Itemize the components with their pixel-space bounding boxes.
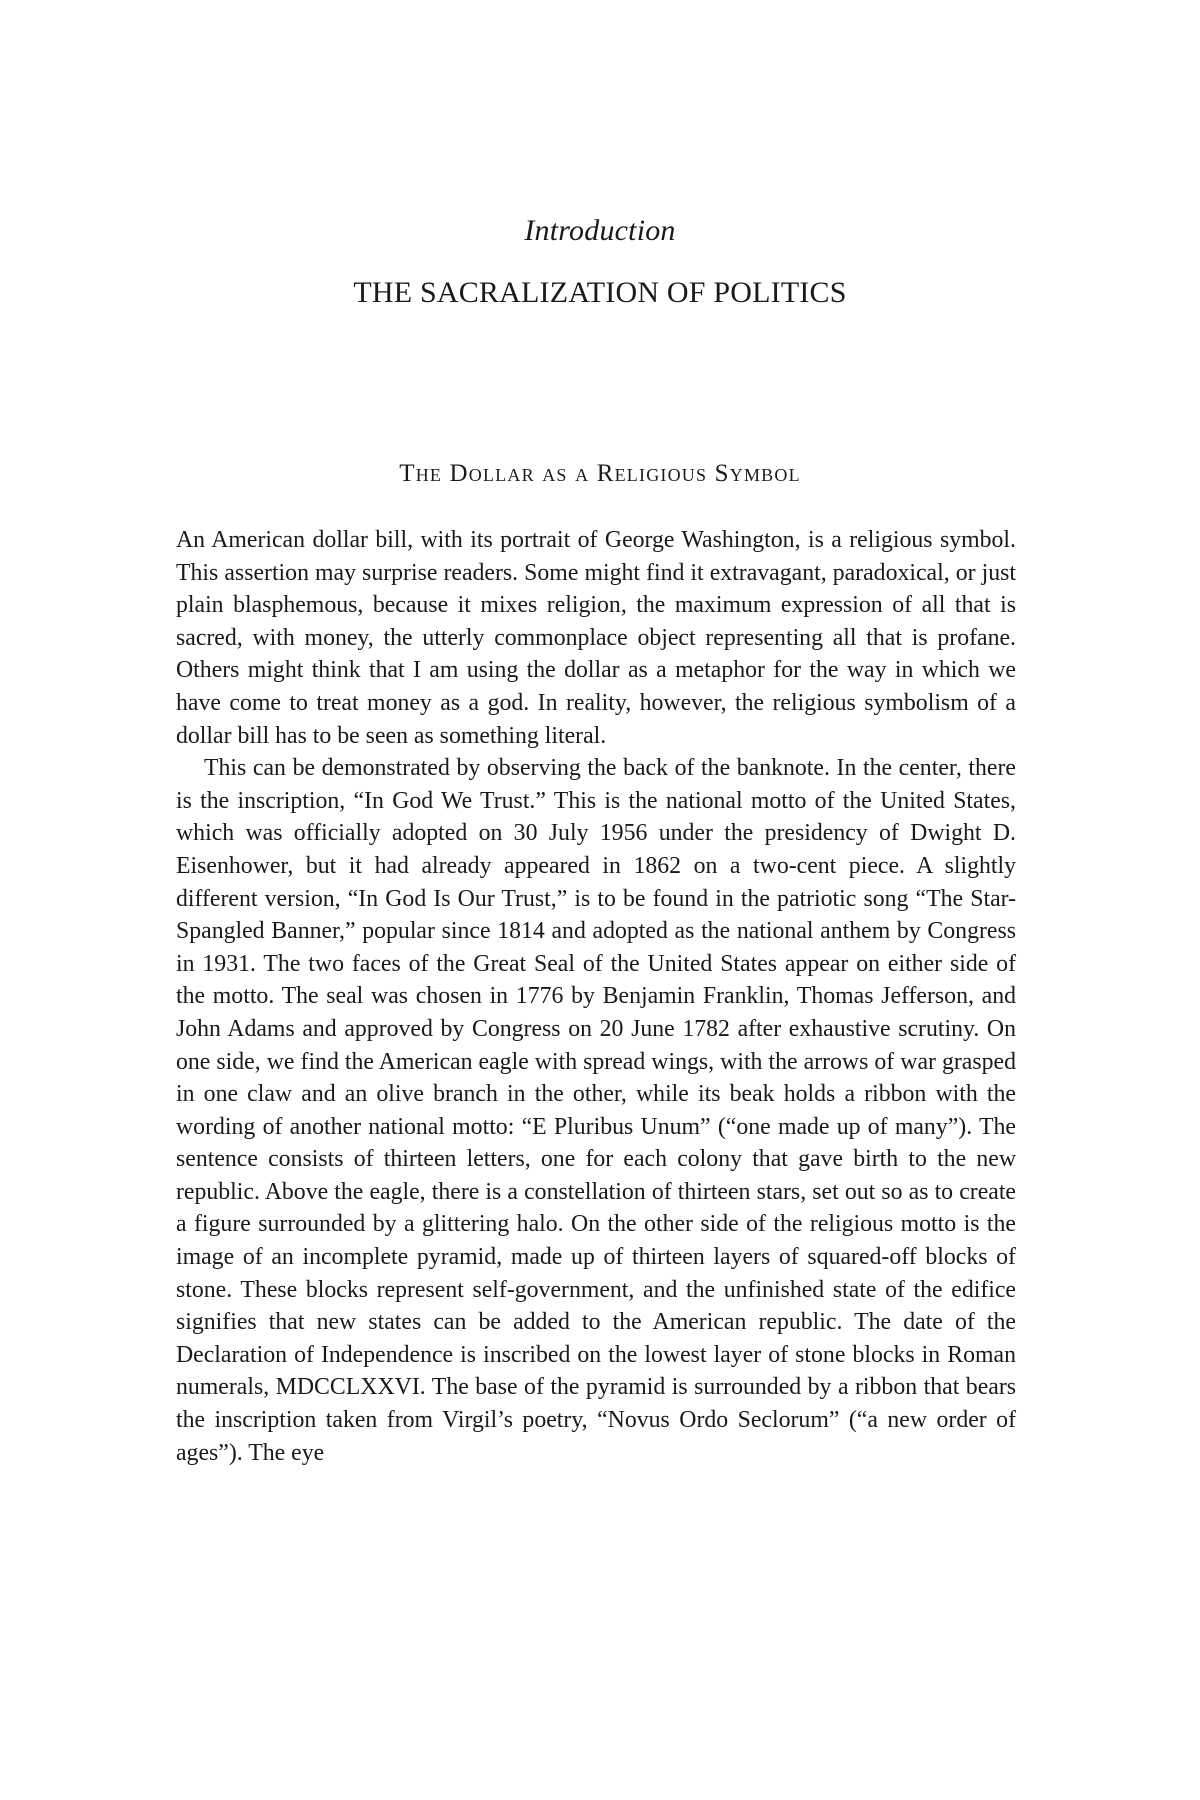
chapter-title: THE SACRALIZATION OF POLITICS [353,276,847,309]
chapter-label: Introduction [524,214,676,247]
section-heading: The Dollar as a Religious Symbol [399,460,801,487]
paragraph-1: An American dollar bill, with its portrait of George Washington, is a religious symbol. This assertion may surprise readers. Some might find it extravagant, paradoxical, or just plain blasphemous, because it mixes religion, the maximum expression of all that is sacred, with money, the utterly commonplace object representing all that is profane. Others might think that I am using the dollar as a metaphor for the way in which we have come to treat money as a god. In reality, however, the religious symbolism of a dollar bill has to be seen as something literal. [176,527,1016,749]
body-text [176,524,1016,1469]
paragraph-2: This can be demonstrated by observing the back of the banknote. In the center, there is the inscription, “In God We Trust.” This is the national motto of the United States, which was officially adopted on 30 July 1956 under the presidency of Dwight D. Eisenhower, but it had already appeared in 1862 on a two-cent piece. A slightly different version, “In God Is Our Trust,” is to be found in the patriotic song “The Star-Spangled Banner,” popular since 1814 and adopted as the national anthem by Congress in 1931. The two faces of the Great Seal of the United States appear on either side of the motto. The seal was chosen in 1776 by Benjamin Franklin, Thomas Jefferson, and John Adams and approved by Congress on 20 June 1782 after exhaustive scrutiny. On one side, we find the American eagle with spread wings, with the arrows of war grasped in one claw and an olive branch in the other, while its beak holds a ribbon with the wording of another national motto: “E Pluribus Unum” (“one made up of many”). The sentence consists of thirteen letters, one for each colony that gave birth to the new republic. Above the eagle, there is a constellation of thirteen stars, set out so as to create a figure surrounded by a glittering halo. On the other side of the religious motto is the image of an incomplete pyramid, made up of thirteen layers of squared-off blocks of stone. These blocks represent self-government, and the unfinished state of the edifice signifies that new states can be added to the American republic. The date of the Declaration of Independence is inscribed on the lowest layer of stone blocks in Roman numerals, MDCCLXXVI. The base of the pyramid is surrounded by a ribbon that bears the inscription taken from Virgil’s poetry, “Novus Ordo Seclorum” (“a new order of ages”). The eye [176,755,1016,1466]
